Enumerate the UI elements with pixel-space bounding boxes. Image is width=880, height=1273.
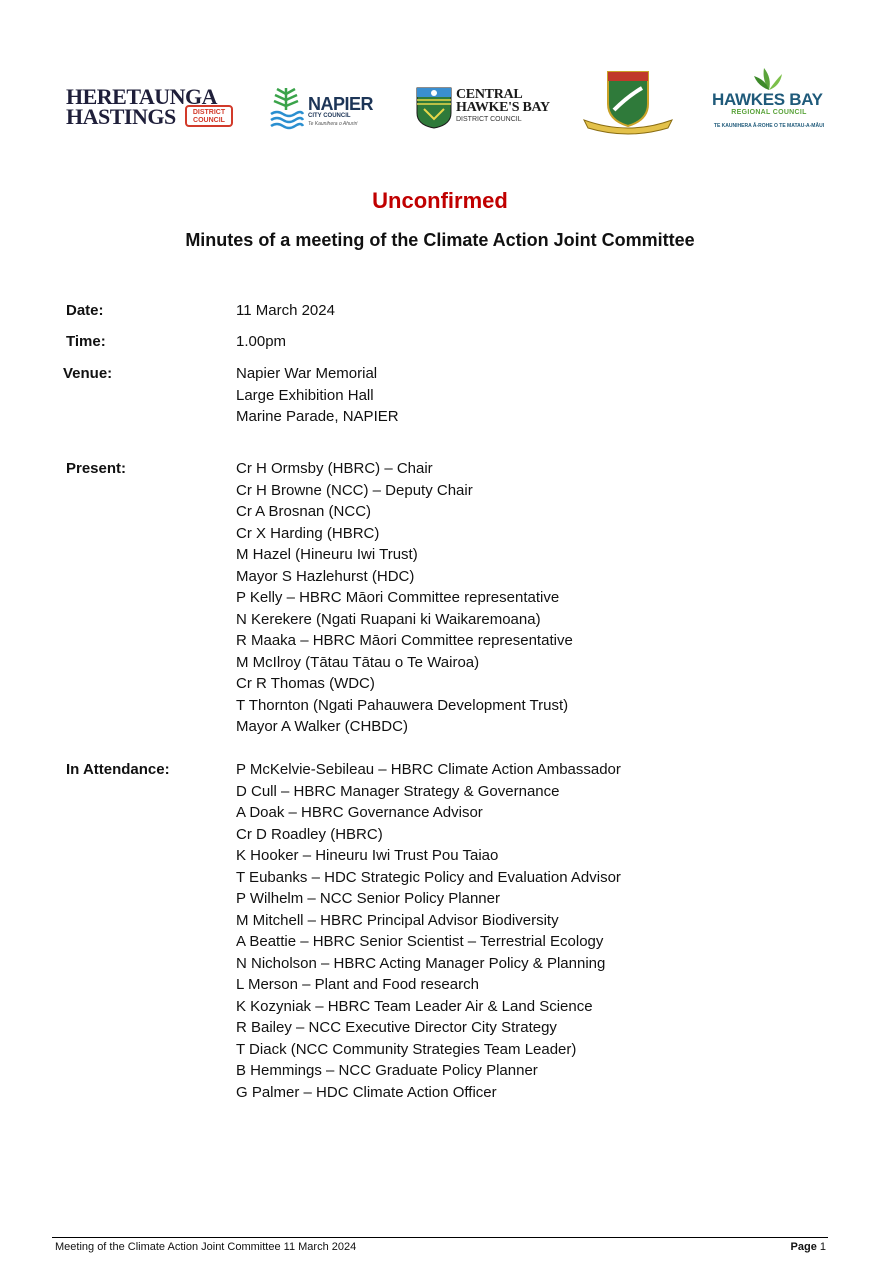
date-value: 11 March 2024: [236, 302, 335, 319]
chb-logo-line2: HAWKE'S BAY: [456, 100, 550, 115]
chb-shield-icon: [416, 87, 452, 129]
venue-line: Large Exhibition Hall: [236, 386, 374, 404]
present-member: Cr A Brosnan (NCC): [236, 503, 372, 520]
footer-page-label: Page: [790, 1241, 817, 1253]
venue-line: Marine Parade, NAPIER: [236, 408, 399, 425]
attendee: D Cull – HBRC Manager Strategy & Governance: [236, 782, 560, 800]
present-member: Mayor A Walker (CHBDC): [236, 718, 408, 735]
wairoa-crest-icon: [578, 70, 678, 136]
venue-label: Venue:: [63, 365, 113, 382]
napier-logo-tagline: Te Kaunihera o Ahuriri: [308, 121, 358, 127]
hbrc-leaf-icon: [710, 66, 828, 92]
chb-logo-line1: CENTRAL: [456, 87, 523, 102]
hbrc-logo-name: HAWKES BAY: [712, 90, 823, 109]
attendee: P Wilhelm – NCC Senior Policy Planner: [236, 890, 500, 907]
attendee: T Diack (NCC Community Strategies Team Leader): [236, 1040, 577, 1058]
napier-logo-sub: CITY COUNCIL: [308, 113, 351, 119]
attendee: K Hooker – Hineuru Iwi Trust Pou Taiao: [236, 847, 499, 864]
time-label: Time:: [66, 333, 106, 350]
present-member: Cr H Ormsby (HBRC) – Chair: [236, 460, 433, 477]
hbrc-logo-sub: REGIONAL COUNCIL: [731, 109, 807, 116]
time-value: 1.00pm: [236, 333, 287, 350]
present-member: Mayor S Hazlehurst (HDC): [236, 567, 415, 585]
present-list: [236, 458, 573, 738]
footer-meeting-title: Meeting of the Climate Action Joint Committee 11 March 2024: [55, 1241, 357, 1253]
present-member: M McIlroy (Tātau Tātau o Te Wairoa): [236, 653, 480, 671]
attendee: Cr D Roadley (HBRC): [236, 825, 383, 843]
attendee: M Mitchell – HBRC Principal Advisor Biodiversity: [236, 911, 559, 929]
footer-page-number: [760, 1241, 826, 1253]
attendee: R Bailey – NCC Executive Director City Strategy: [236, 1019, 557, 1036]
present-member: Cr H Browne (NCC) – Deputy Chair: [236, 481, 473, 499]
attendance-list: [236, 759, 621, 1103]
attendee: N Nicholson – HBRC Acting Manager Policy & Planning: [236, 954, 606, 972]
attendee: B Hemmings – NCC Graduate Policy Planner: [236, 1062, 538, 1079]
document-status: Unconfirmed: [372, 188, 508, 213]
hastings-logo-badge: DISTRICT COUNCIL: [185, 105, 233, 127]
present-member: T Thornton (Ngati Pahauwera Development Trust): [236, 696, 569, 714]
hastings-logo-line1: HERETAUNGA: [66, 84, 218, 109]
venue-lines: [236, 363, 399, 428]
attendee: P McKelvie-Sebileau – HBRC Climate Action Ambassador: [236, 761, 621, 778]
footer-divider: [52, 1237, 828, 1238]
attendee: L Merson – Plant and Food research: [236, 976, 479, 993]
date-label: Date:: [66, 302, 104, 319]
hbrc-logo-tagline: TE KAUNIHERA Ā-ROHE O TE MATAU-A-MĀUI: [713, 123, 825, 129]
attendee: A Beattie – HBRC Senior Scientist – Terrestrial Ecology: [236, 933, 604, 950]
napier-city-council-logo: [268, 86, 380, 132]
present-member: M Hazel (Hineuru Iwi Trust): [236, 546, 418, 563]
hastings-logo-line2: HASTINGS: [66, 104, 176, 129]
present-member: R Maaka – HBRC Māori Committee representative: [236, 632, 573, 649]
napier-logo-name: NAPIER: [308, 94, 374, 114]
attendee: A Doak – HBRC Governance Advisor: [236, 804, 483, 821]
present-member: N Kerekere (Ngati Ruapani ki Waikaremoana): [236, 610, 541, 628]
chb-logo-sub: DISTRICT COUNCIL: [456, 116, 522, 123]
present-member: Cr X Harding (HBRC): [236, 524, 380, 542]
hastings-district-council-logo: [66, 86, 234, 130]
central-hawkes-bay-logo: [416, 87, 556, 131]
hawkes-bay-regional-council-logo: [710, 66, 830, 134]
venue-line: Napier War Memorial: [236, 365, 378, 382]
present-label: Present:: [66, 460, 127, 477]
attendee: T Eubanks – HDC Strategic Policy and Evaluation Advisor: [236, 868, 621, 886]
document-title: Minutes of a meeting of the Climate Action Joint Committee: [185, 230, 695, 250]
attendee: G Palmer – HDC Climate Action Officer: [236, 1083, 497, 1101]
napier-fern-icon: [268, 86, 304, 132]
present-member: Cr R Thomas (WDC): [236, 675, 375, 692]
footer-page-value: 1: [819, 1241, 826, 1253]
attendee: K Kozyniak – HBRC Team Leader Air & Land Science: [236, 997, 593, 1015]
present-member: P Kelly – HBRC Māori Committee representative: [236, 589, 560, 606]
attendance-label: In Attendance:: [66, 761, 170, 778]
wairoa-district-council-crest: [578, 70, 678, 136]
